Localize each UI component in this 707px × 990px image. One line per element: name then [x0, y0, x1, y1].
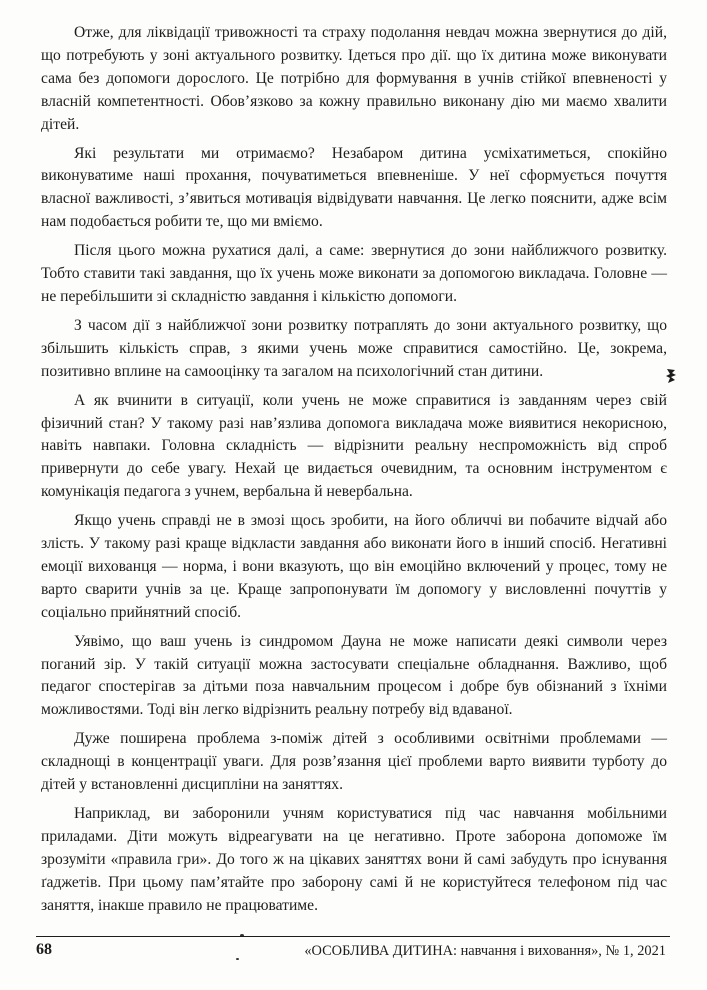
- page-number: 68: [36, 941, 52, 958]
- paragraph-4: З часом дії з найближчої зони розвитку потраплять до зони актуального розвитку, що збільшить кількість справ, з якими учень може справитися самостійно. Це, зокрема, позитивно вплине на самооцінку та загалом на психологічний стан дитини.: [41, 316, 667, 380]
- footer-divider: [36, 936, 670, 937]
- page-footer: [36, 940, 670, 962]
- body-text: [41, 22, 667, 924]
- paragraph-8: Дуже поширена проблема з-поміж дітей з особливими освітніми проблемами — складнощі в концентрації уваги. Для розв’язання цієї проблеми варто виявити турботу до дітей у встановленні дисципліни на заняттях.: [41, 730, 667, 794]
- paragraph-3: Після цього можна рухатися далі, а саме: звернутися до зони найближчого розвитку. Тобто ставити такі завдання, що їх учень може виконати за допомогою викладача. Головне — не перебільшити зі складністю завдання і кількістю допомоги.: [41, 242, 667, 305]
- paragraph-2: Які результати ми отримаємо? Незабаром дитина усміхатиметься, спокійно виконуватиме наші прохання, почуватиметься впевненіше. У неї сформується почуття власної важливості, з’явиться мотивація відвідувати навчання. Це легко пояснити, адже всім нам подобається робити те, що ми вміємо.: [41, 144, 667, 231]
- paragraph-5: А як вчинити в ситуації, коли учень не може справитися із завданням через свій фізичний стан? У такому разі нав’язлива допомога викладача може виявитися некорисною, навіть навпаки. Головна складність — відрізнити реальну неспроможність від спроб привернути до себе увагу. Нехай це видається очевидним, та основним інструментом є комунікація педагога з учнем, вербальна й невербальна.: [41, 391, 667, 501]
- page-corner-mark-icon: [665, 368, 677, 384]
- paragraph-7: Уявімо, що ваш учень із синдромом Дауна не може написати деякі символи через поганий зір. У такій ситуації можна застосувати спеціальне обладнання. Важливо, щоб педагог спостерігав за дітьми поза навчальним процесом і добре був обізнаний з їхніми можливостями. Тоді він легко відрізнить реальну потребу від вдаваної.: [41, 632, 667, 719]
- paragraph-1: Отже, для ліквідації тривожності та страху подолання невдач можна звернутися до дій, що потребують у зоні актуального розвитку. Ідеться про дії. що їх дитина може виконувати сама без допомоги дорослого. Це потрібно для формування в учнів стійкої впевненості у власній компетентності. Обов’язково за кожну правильно виконану дію ми маємо хвалити дітей.: [41, 24, 667, 133]
- paragraph-9: Наприклад, ви заборонили учням користуватися під час навчання мобільними приладами. Діти можуть відреагувати на це негативно. Проте заборона допоможе їм зрозуміти «правила гри». До того ж на цікавих заняттях вони й самі забудуть про існування ґаджетів. При цьому пам’ятайте про заборону самі й не користуйтеся телефоном під час заняття, інакше правило не працюватиме.: [41, 805, 667, 914]
- paragraph-6: Якщо учень справді не в змозі щось зробити, на його обличчі ви побачите відчай або злість. У такому разі краще відкласти завдання або виконати його в інший спосіб. Негативні емоції вихованця — норма, і вони вказують, що він емоційно включений у процес, тому не варто сварити учнів за це. Краще запропонувати їм допомогу у висловленні почуттів у соціально прийнятний спосіб.: [41, 512, 667, 621]
- journal-title: «ОСОБЛИВА ДИТИНА: навчання і виховання», № 1, 2021: [304, 943, 666, 959]
